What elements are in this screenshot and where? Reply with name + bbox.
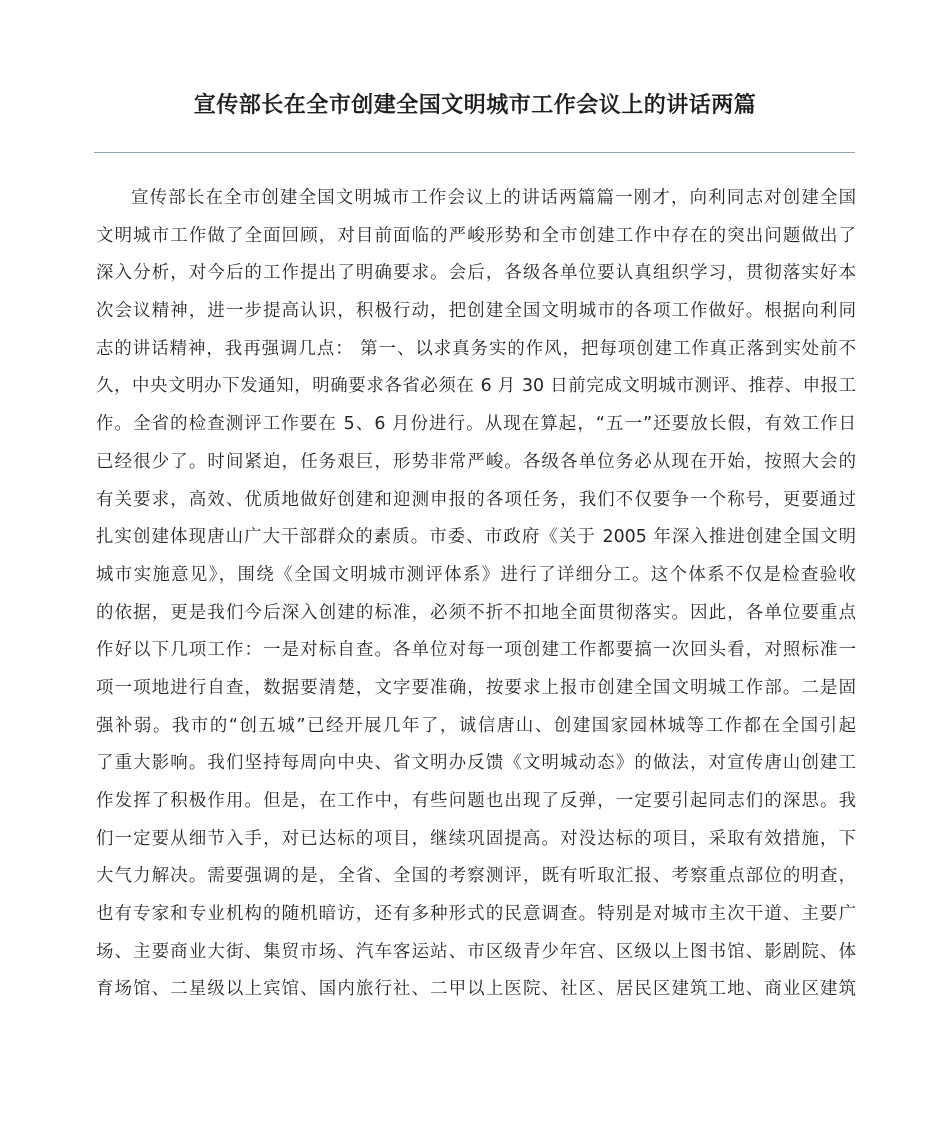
body-line: 作好以下几项工作：一是对标自查。各单位对每一项创建工作都要搞一次回头看，对照标准一	[96, 640, 856, 661]
body-line: 了重大影响。我们坚持每周向中央、省文明办反馈《文明城动态》的做法，对宣传唐山创建工	[96, 753, 856, 774]
body-line: 场、主要商业大街、集贸市场、汽车客运站、市区级青少年宫、区级以上图书馆、影剧院、体	[96, 941, 856, 962]
body-line: 的依据，更是我们今后深入创建的标准，必须不折不扣地全面贯彻落实。因此，各单位要重点	[96, 602, 856, 623]
body-line: 文明城市工作做了全面回顾，对目前面临的严峻形势和全市创建工作中存在的突出问题做出了	[96, 225, 856, 246]
body-line: 强补弱。我市的“创五城”已经开展几年了，诚信唐山、创建国家园林城等工作都在全国引起	[96, 715, 856, 736]
body-line: 大气力解决。需要强调的是，全省、全国的考察测评，既有听取汇报、考察重点部位的明查，	[96, 866, 856, 887]
body-line: 作。全省的检查测评工作要在 5、6 月份进行。从现在算起，“五一”还要放长假，有效工作日	[96, 414, 856, 435]
document-body	[96, 180, 856, 1009]
body-line: 宣传部长在全市创建全国文明城市工作会议上的讲话两篇篇一刚才，向利同志对创建全国	[131, 188, 856, 208]
body-line: 志的讲话精神，我再强调几点： 第一、以求真务实的作风，把每项创建工作真正落到实处前不	[96, 338, 856, 359]
body-line: 扎实创建体现唐山广大干部群众的素质。市委、市政府《关于 2005 年深入推进创建全国文明	[96, 527, 856, 548]
body-line: 也有专家和专业机构的随机暗访，还有多种形式的民意调查。特别是对城市主次干道、主要广	[96, 904, 856, 925]
body-line: 已经很少了。时间紧迫，任务艰巨，形势非常严峻。各级各单位务必从现在开始，按照大会的	[96, 451, 856, 472]
body-line: 次会议精神，进一步提高认识，积极行动，把创建全国文明城市的各项工作做好。根据向利同	[96, 301, 856, 322]
body-line: 项一项地进行自查，数据要清楚，文字要准确，按要求上报市创建全国文明城工作部。二是固	[96, 677, 856, 698]
body-line: 深入分析，对今后的工作提出了明确要求。会后，各级各单位要认真组织学习，贯彻落实好本	[96, 263, 856, 284]
document-title: 宣传部长在全市创建全国文明城市工作会议上的讲话两篇	[193, 93, 757, 118]
body-line: 作发挥了积极作用。但是，在工作中，有些问题也出现了反弹，一定要引起同志们的深思。我	[96, 791, 856, 811]
body-line: 有关要求，高效、优质地做好创建和迎测申报的各项任务，我们不仅要争一个称号，更要通过	[96, 489, 856, 510]
title-divider	[94, 152, 855, 153]
body-line: 久，中央文明办下发通知，明确要求各省必须在 6 月 30 日前完成文明城市测评、推荐、申报工	[96, 376, 856, 397]
body-line: 们一定要从细节入手，对已达标的项目，继续巩固提高。对没达标的项目，采取有效措施，下	[96, 828, 856, 849]
body-line: 育场馆、二星级以上宾馆、国内旅行社、二甲以上医院、社区、居民区建筑工地、商业区建筑	[96, 979, 856, 1000]
body-line: 城市实施意见》，围绕《全国文明城市测评体系》进行了详细分工。这个体系不仅是检查验收	[96, 564, 856, 585]
